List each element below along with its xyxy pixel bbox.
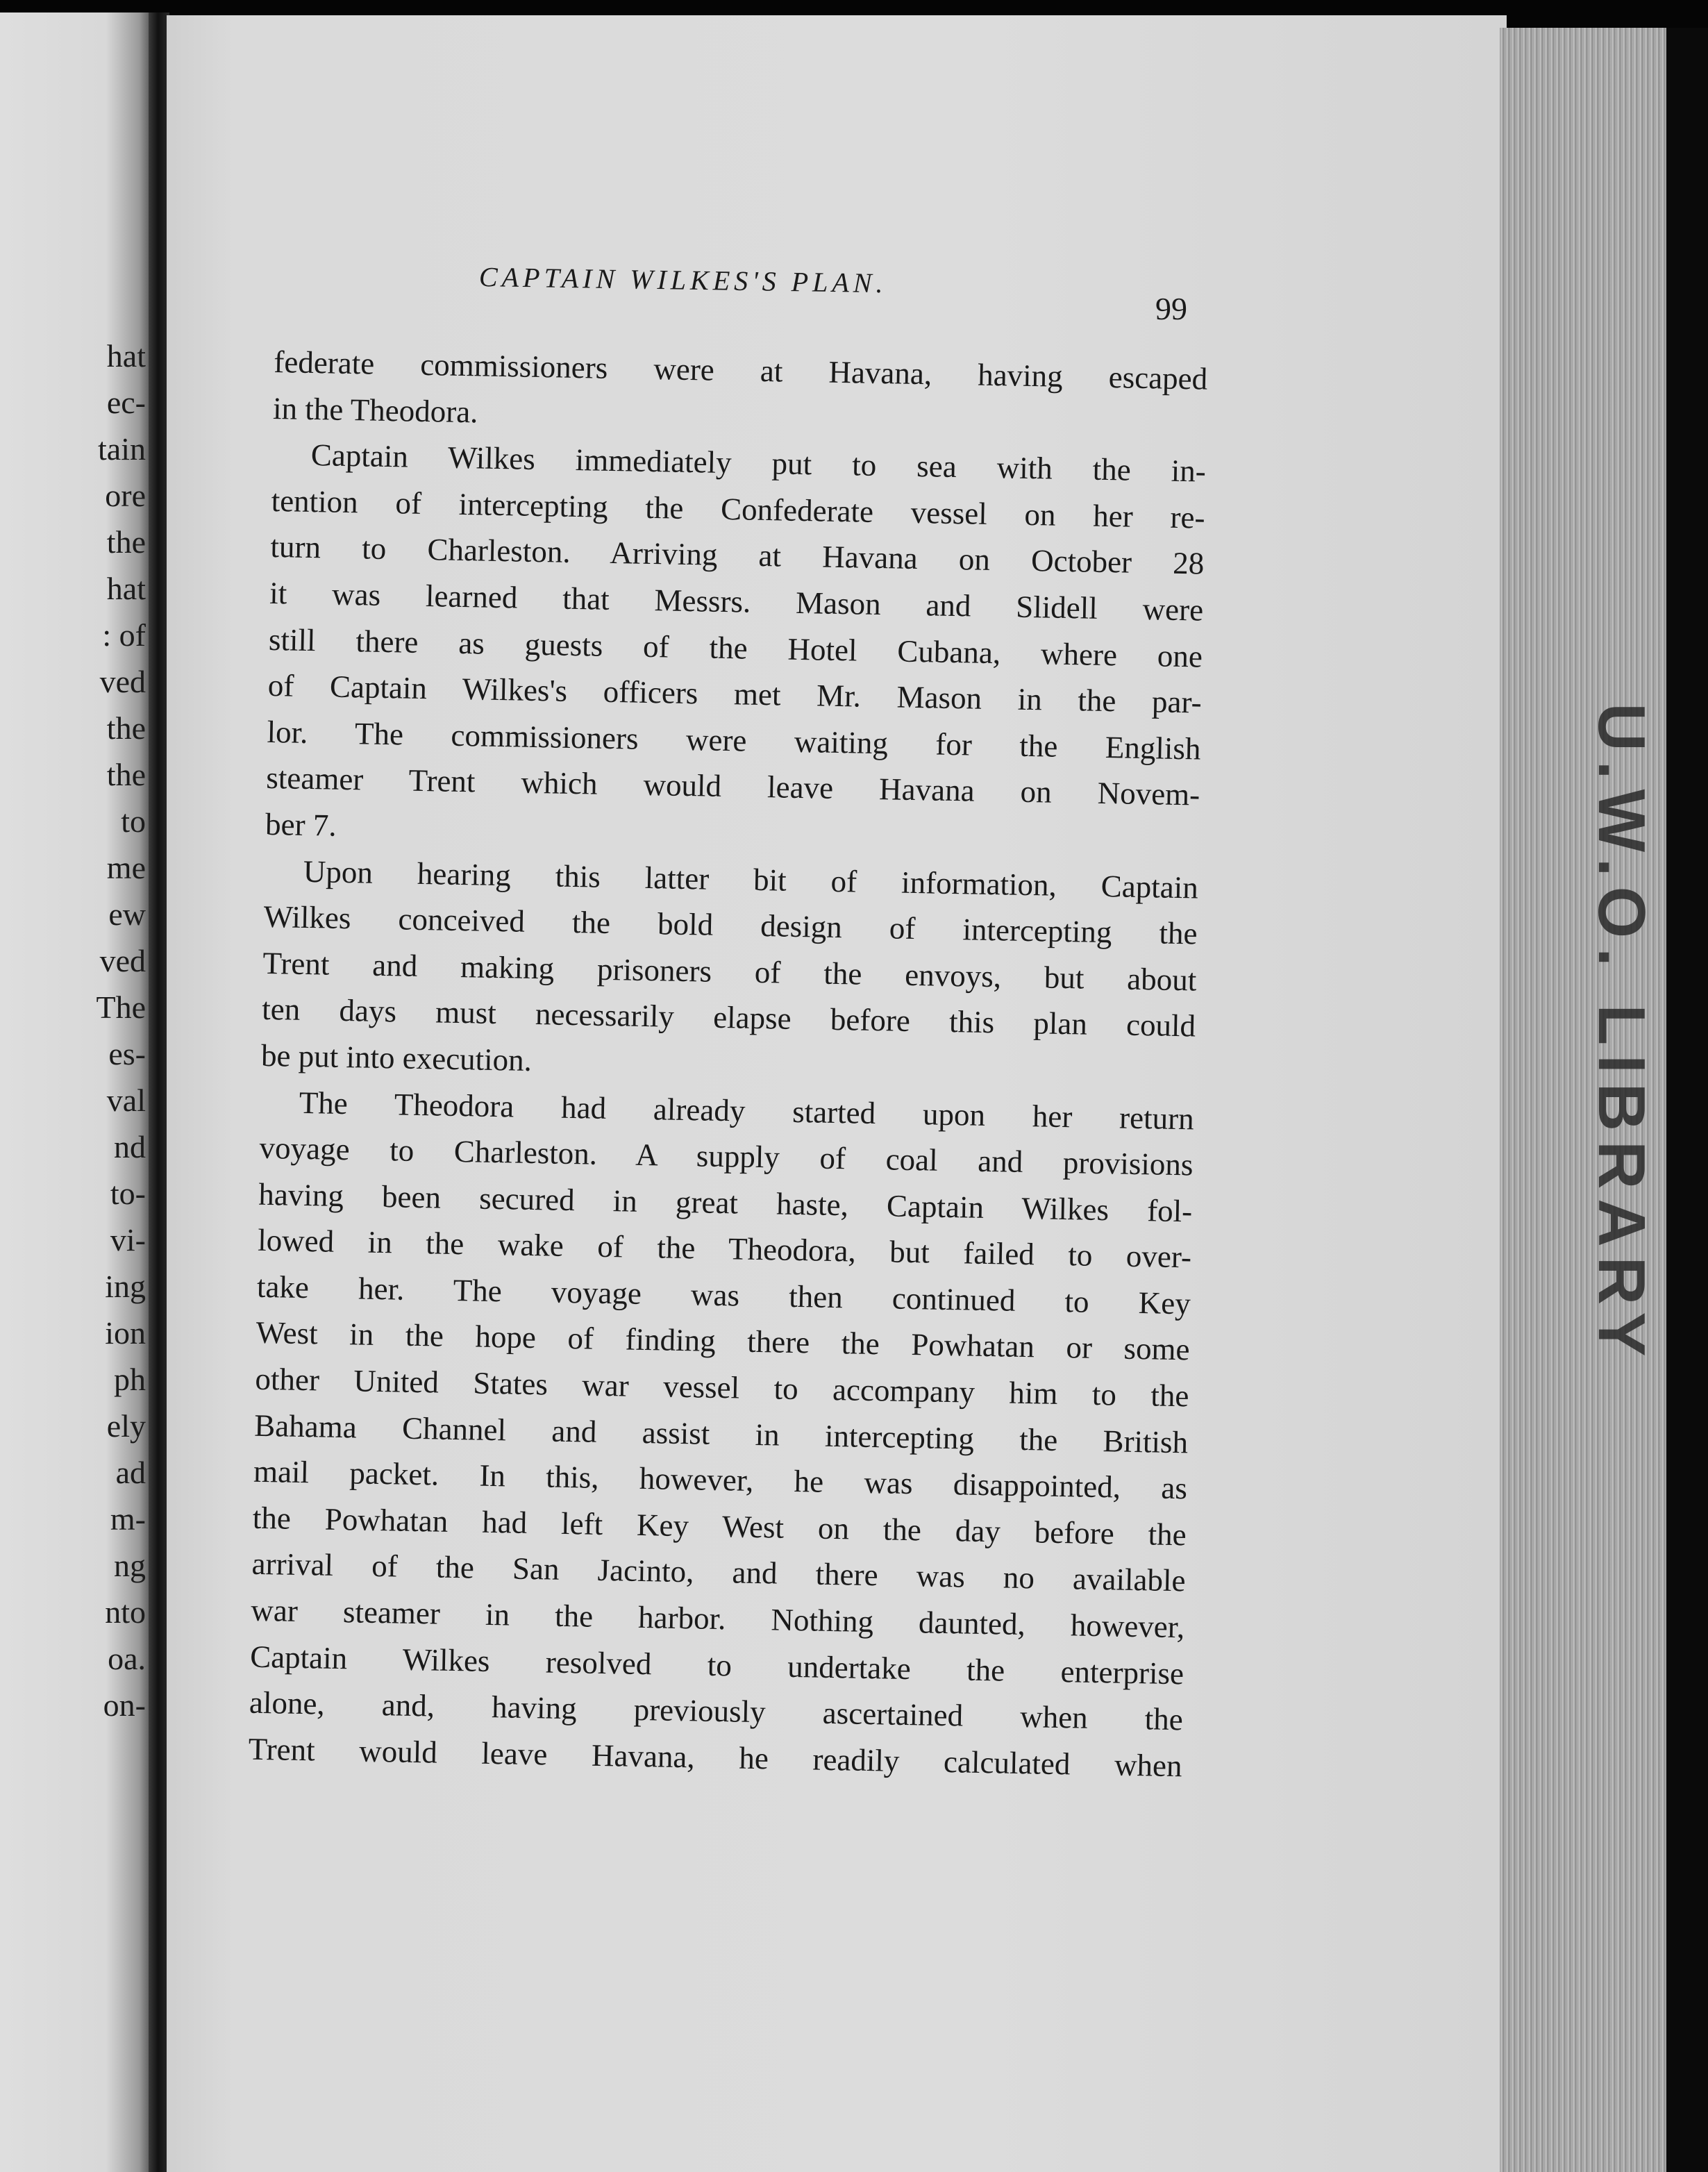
left-page	[0, 12, 151, 2172]
text-line: voyage to Charleston. A supply of coal and provisions	[259, 1130, 1194, 1183]
text-line: steamer Trent which would leave Havana on Novem-	[265, 760, 1200, 812]
edge-shadow	[1666, 28, 1708, 2172]
left-page-fragment: the	[106, 757, 146, 792]
left-page-fragment: ore	[105, 478, 146, 513]
text-line: Trent and making prisoners of the envoys, but about	[262, 945, 1197, 998]
left-page-fragment: the	[106, 524, 146, 560]
text-line: West in the hope of finding there the Powhatan or some	[256, 1315, 1191, 1367]
text-line: the Powhatan had left Key West on the day before the	[252, 1500, 1187, 1553]
left-page-fragment: ved	[99, 664, 146, 699]
left-page-fragment: nd	[114, 1129, 146, 1164]
library-stamp: U.W.O. LIBRARY	[1584, 703, 1659, 1367]
left-page-fragment: ec-	[106, 385, 146, 420]
left-page-fragment: : of	[102, 617, 146, 653]
left-page-fragment: tain	[98, 431, 146, 467]
left-page-fragment: oa.	[108, 1641, 146, 1676]
text-line: be put into execution.	[260, 1037, 533, 1078]
left-page-fragment: m-	[110, 1501, 146, 1537]
text-line: war steamer in the harbor. Nothing daunted, however,	[250, 1592, 1185, 1645]
text-line: ten days must necessarily elapse before this plan could	[261, 992, 1196, 1044]
text-line: in the Theodora.	[272, 390, 478, 429]
left-page-fragment: on-	[103, 1687, 146, 1723]
text-line: of Captain Wilkes's officers met Mr. Mason in the par-	[267, 668, 1203, 720]
left-page-fragment: hat	[106, 571, 146, 606]
left-page-fragment: ng	[114, 1548, 146, 1583]
left-page-fragment: the	[106, 710, 146, 746]
left-page-fragment: vi-	[110, 1222, 146, 1258]
text-line: lor. The commissioners were waiting for the English	[267, 714, 1201, 767]
left-page-fragment: to-	[110, 1176, 146, 1211]
left-page-fragment: ved	[99, 943, 146, 978]
text-line: turn to Charleston. Arriving at Havana on October 28	[270, 529, 1205, 581]
left-page-fragment: ely	[106, 1408, 146, 1444]
left-page-fragment: to	[121, 803, 146, 839]
text-line: federate commissioners were at Havana, having escaped	[273, 344, 1208, 396]
left-page-fragment: es-	[108, 1036, 146, 1071]
left-page-fragment: The	[96, 989, 146, 1025]
text-line: Upon hearing this latter bit of information, Captain	[303, 853, 1199, 905]
left-page-fragment: ing	[105, 1269, 146, 1304]
text-line: Bahama Channel and assist in intercepting the British	[253, 1407, 1189, 1460]
text-line: Captain Wilkes resolved to undertake the enterprise	[249, 1639, 1184, 1691]
body-text	[248, 339, 1208, 1789]
text-line: Trent would leave Havana, he readily calculated when	[248, 1731, 1183, 1784]
text-line: lowed in the wake of the Theodora, but failed to over-	[257, 1223, 1192, 1275]
left-page-fragment: ph	[114, 1362, 146, 1397]
left-page-fragment: ad	[115, 1455, 146, 1490]
text-line: it was learned that Messrs. Mason and Slidell were	[269, 575, 1204, 628]
text-line: take her. The voyage was then continued to Key	[256, 1269, 1191, 1321]
text-line: arrival of the San Jacinto, and there was no available	[251, 1546, 1186, 1598]
text-line: other United States war vessel to accompany him to the	[255, 1361, 1189, 1414]
text-line: having been secured in great haste, Captain Wilkes fol-	[258, 1176, 1193, 1229]
text-line: alone, and, having previously ascertained when the	[249, 1685, 1184, 1737]
text-line: ber 7.	[265, 806, 337, 843]
page-number: 99	[1155, 291, 1187, 326]
text-line: tention of intercepting the Confederate vessel on her re-	[271, 483, 1205, 535]
left-page-fragment: ion	[105, 1315, 146, 1351]
left-page-fragment: ew	[108, 896, 146, 932]
text-line: mail packet. In this, however, he was disappointed, as	[253, 1453, 1188, 1506]
text-line: Wilkes conceived the bold design of intercepting the	[263, 899, 1198, 951]
running-head: CAPTAIN WILKES'S PLAN.	[478, 261, 887, 299]
left-page-fragment: me	[106, 850, 146, 885]
left-page-fragment: hat	[106, 338, 146, 374]
text-line: The Theodora had already started upon her return	[299, 1085, 1195, 1136]
text-line: still there as guests of the Hotel Cubana, where one	[268, 621, 1203, 674]
text-line: Captain Wilkes immediately put to sea with the in-	[310, 437, 1207, 489]
left-page-fragment: val	[106, 1083, 146, 1118]
left-page-fragment: nto	[105, 1594, 146, 1630]
